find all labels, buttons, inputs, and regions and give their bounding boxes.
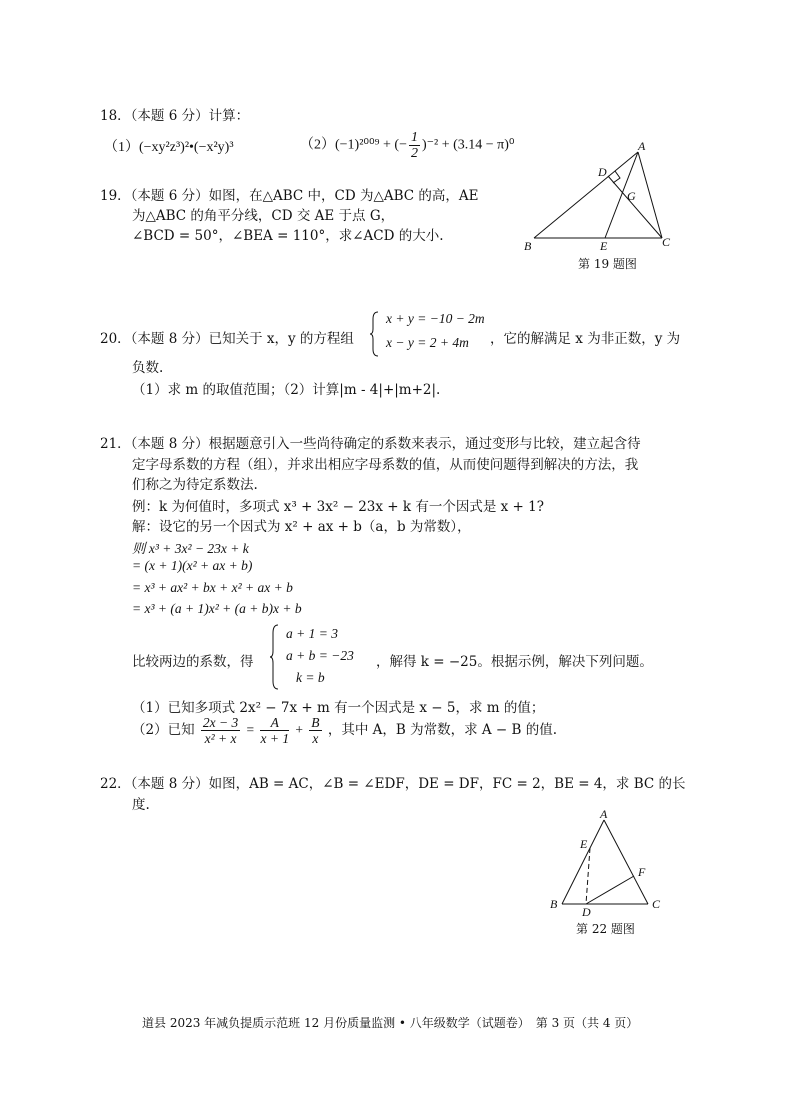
q21-line3: 们称之为待定系数法. xyxy=(132,477,258,493)
q21-fraction-lhs xyxy=(201,715,240,746)
q18-part1: （1）(−xy²z³)²•(−x²y)³ xyxy=(104,140,234,155)
q19-label-d: D xyxy=(598,165,607,179)
q22-label-f: F xyxy=(638,865,646,879)
q21-step2: = (x + 1)(x² + ax + b) xyxy=(132,558,253,573)
q18-part2 xyxy=(300,130,515,161)
q21-system-eq2: a + b = −23 xyxy=(286,648,354,663)
q21-fraction-a-num: A xyxy=(260,715,289,731)
q21-equals: = xyxy=(246,722,255,737)
q22-figure xyxy=(544,806,674,918)
q21-fraction-lhs-num: 2x − 3 xyxy=(202,715,239,730)
q19-label-c: C xyxy=(662,235,671,249)
q18-part2-tail: )⁻² + (3.14 − π)⁰ xyxy=(421,137,515,153)
q21-solution-intro: 解：设它的另一个因式为 x² + ax + b（a，b 为常数）， xyxy=(132,519,471,535)
q20-equation2: x − y = 2 + 4m xyxy=(386,335,469,350)
q21-fraction-b-den: x xyxy=(312,731,319,746)
q18-part2-lead: （2）(−1)²⁰⁰⁹ + (− xyxy=(300,137,407,153)
q19-label-e: E xyxy=(600,239,608,253)
q21-fraction-b-num: B xyxy=(311,715,320,730)
q21-sub1: （1）已知多项式 2x² − 7x + m 有一个因式是 x − 5，求 m 的值； xyxy=(132,700,545,716)
q21-step3: = x³ + ax² + bx + x² + ax + b xyxy=(132,580,293,595)
q21-compare-lead: 比较两边的系数，得 xyxy=(132,654,254,670)
q19-line3: ∠BCD = 50°，∠BEA = 110°，求∠ACD 的大小. xyxy=(132,228,444,244)
q19-side-ac xyxy=(638,152,662,238)
q20-equation1: x + y = −10 − 2m xyxy=(386,311,485,326)
q19-label-g: G xyxy=(627,189,636,203)
q21-sub2-lead: （2）已知 xyxy=(132,722,195,738)
q22-segment-de xyxy=(586,848,590,904)
q20-brace xyxy=(370,311,380,357)
q20-lead: 20．（本题 8 分）已知关于 x，y 的方程组 xyxy=(100,331,354,347)
q21-line2: 定字母系数的方程（组），并求出相应字母系数的值，从而使问题得到解决的方法，我 xyxy=(132,457,639,473)
q18-half-fraction: $\frac{1}{2}$ xyxy=(410,130,418,161)
q22-caption: 第 22 题图 xyxy=(576,922,635,936)
q21-fraction-a-den: x + 1 xyxy=(260,731,290,746)
q19-altitude-cd xyxy=(608,176,662,238)
q22-label-b: B xyxy=(550,897,558,911)
q22-line2: 度. xyxy=(132,797,150,813)
q21-fraction-b xyxy=(309,715,321,746)
q19-figure xyxy=(520,138,690,268)
q22-line1: 22．（本题 8 分）如图，AB = AC，∠B = ∠EDF，DE = DF，FC = 2，BE = 4，求 BC 的长 xyxy=(100,776,686,792)
q22-label-a: A xyxy=(600,807,608,821)
q20-tail: ，它的解满足 x 为非正数，y 为 xyxy=(490,331,681,347)
q20-line2: 负数. xyxy=(132,360,164,376)
q19-line1: 19．（本题 6 分）如图，在△ABC 中，CD 为△ABC 的高，AE xyxy=(100,188,479,204)
q22-label-d: D xyxy=(582,905,591,918)
q21-system-eq3: k = b xyxy=(296,670,325,685)
q19-right-angle-mark xyxy=(613,171,620,183)
q21-sub2-tail: ，其中 A，B 为常数，求 A − B 的值. xyxy=(327,722,558,738)
q21-sub2 xyxy=(132,715,557,746)
q22-segment-df xyxy=(586,876,634,904)
q21-fraction-a xyxy=(260,715,289,746)
q19-caption: 第 19 题图 xyxy=(578,257,637,271)
q21-fraction-lhs-den: x² + x xyxy=(204,731,237,746)
q22-label-c: C xyxy=(652,897,661,911)
q19-line2: 为△ABC 的角平分线，CD 交 AE 于点 G， xyxy=(132,208,395,224)
q21-plus: + xyxy=(295,722,303,737)
q19-label-b: B xyxy=(524,239,532,253)
q21-line1: 21．（本题 8 分）根据题意引入一些尚待确定的系数来表示，通过变形与比较，建立起含待 xyxy=(100,436,641,452)
q21-system-eq1: a + 1 = 3 xyxy=(286,626,338,641)
q21-step1: 则 x³ + 3x² − 23x + k xyxy=(132,541,249,556)
page-footer: 道县 2023 年减负提质示范班 12 月份质量监测 • 八年级数学（试题卷） 第 3 页（共 4 页） xyxy=(142,1016,639,1030)
q20-line3: （1）求 m 的取值范围；（2）计算|m - 4|+|m+2|. xyxy=(132,382,441,398)
q21-step4: = x³ + (a + 1)x² + (a + b)x + b xyxy=(132,601,302,616)
q18-header: 18．（本题 6 分）计算： xyxy=(100,108,250,124)
q19-side-ab xyxy=(534,152,638,238)
q22-side-ab xyxy=(562,820,604,904)
q22-label-e: E xyxy=(580,837,588,851)
q21-compare-tail: ，解得 k = −25。根据示例，解决下列问题。 xyxy=(376,654,653,670)
q19-label-a: A xyxy=(638,139,646,153)
q21-example: 例：k 为何值时，多项式 x³ + 3x² − 23x + k 有一个因式是 x + 1? xyxy=(132,499,544,515)
q22-side-ac xyxy=(604,820,648,904)
q21-brace xyxy=(270,624,280,690)
